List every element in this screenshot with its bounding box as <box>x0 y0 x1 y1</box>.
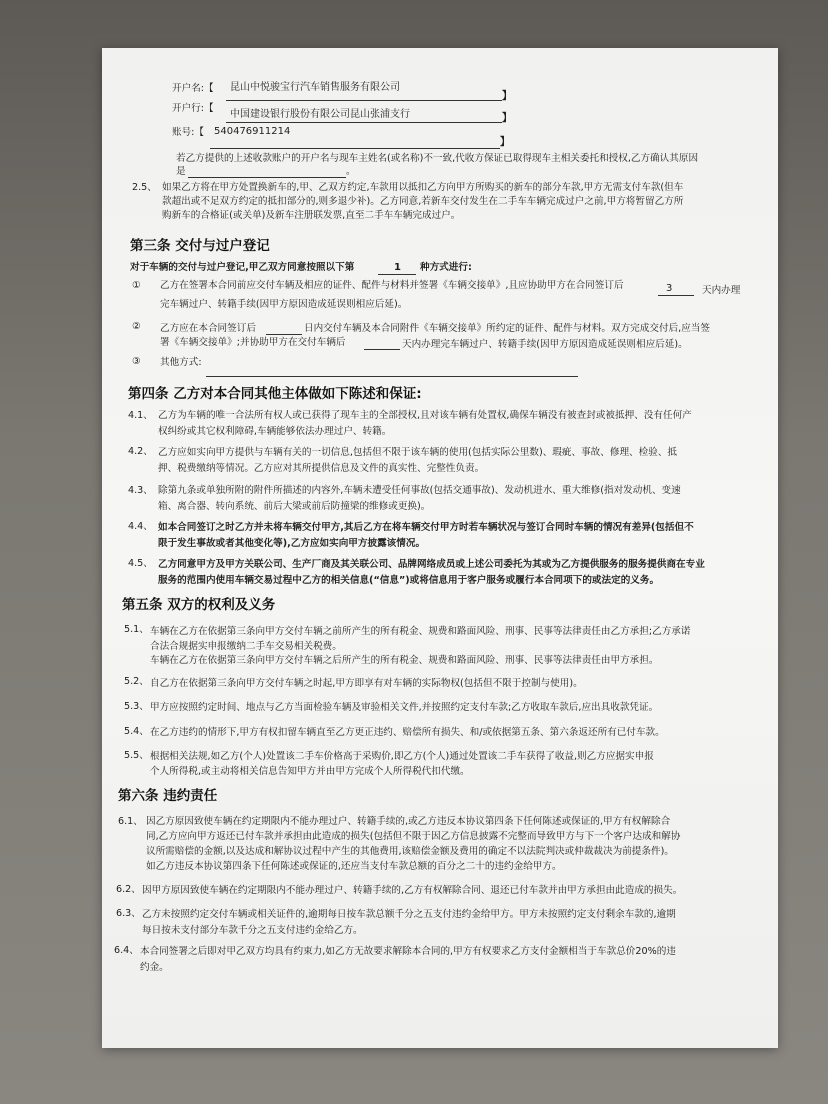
clause-5-3-number: 5.3、 <box>124 701 149 712</box>
clause-2-5-line: 购新车的合格证(或关单)及新车注册联发票,直至二手车车辆完成过户。 <box>162 210 461 221</box>
article-3-heading: 第三条 交付与过户登记 <box>130 238 270 254</box>
clause-6-1-line: 议所需赔偿的金额,以及达成和解协议过程中产生的其他费用,该赔偿金额及费用的确定不以法院判决或仲裁裁决为前提条件)。 <box>146 846 674 857</box>
option-2-line2-prefix: 署《车辆交接单》;并协助甲方在交付车辆后 <box>160 337 346 348</box>
account-bank-value: 中国建设银行股份有限公司昆山张浦支行 <box>230 109 410 120</box>
clause-6-3-number: 6.3、 <box>116 908 141 919</box>
clause-4-5-line: 乙方同意甲方及甲方关联公司、生产厂商及其关联公司、品牌网络成员或上述公司委托为其或为乙方提供服务的服务提供商在专业 <box>158 559 705 570</box>
clause-5-2-number: 5.2、 <box>124 676 149 687</box>
clause-6-4-number: 6.4、 <box>114 945 139 956</box>
clause-4-4-line: 如本合同签订之时乙方并未将车辆交付甲方,其后乙方在将车辆交付甲方时若车辆状况与签订合同时车辆的情况有差异(包括但不 <box>158 522 694 533</box>
clause-5-4-number: 5.4、 <box>124 726 149 737</box>
clause-4-5-line: 服务的范围内使用车辆交易过程中乙方的相关信息(“信息”)或将信息用于客户服务或履行本合同项下的或法定的义务。 <box>158 575 660 586</box>
account-note-line2-suffix: 。 <box>346 166 356 177</box>
account-note-underline <box>188 177 346 178</box>
clause-6-1-line: 如乙方违反本协议第四条下任何陈述或保证的,还应当支付车款总额的百分之二十的违约金给甲方。 <box>146 861 562 872</box>
option-1-line2: 完车辆过户、转籍手续(因甲方原因造成延误则相应后延)。 <box>160 299 408 310</box>
account-bank-close: 】 <box>502 113 512 124</box>
clause-4-2-line: 押、税费缴纳等情况。乙方应对其所提供信息及文件的真实性、完整性负责。 <box>158 463 485 474</box>
clause-4-2-number: 4.2、 <box>128 446 153 457</box>
account-note-line1: 若乙方提供的上述收款账户的开户名与现车主姓名(或名称)不一致,代收方保证已取得现车主相关委托和授权,乙方确认其原因 <box>176 153 699 164</box>
clause-5-5-line: 个人所得税,或主动将相关信息告知甲方并由甲方完成个人所得税代扣代缴。 <box>150 766 470 777</box>
clause-2-5-line: 款超出或不足双方约定的抵扣部分的,则多退少补)。乙方同意,若新车交付发生在二手车车辆完成过户之前,甲方将暂留乙方所 <box>162 196 684 207</box>
clause-5-5-line: 根据相关法规,如乙方(个人)处置该二手车价格高于采购价,即乙方(个人)通过处置该二手车获得了收益,则乙方应据实申报 <box>150 751 654 762</box>
option-2-line2-suffix: 天内办理完车辆过户、转籍手续(因甲方原因造成延误则相应后延)。 <box>402 339 688 350</box>
article-3-intro-prefix: 对于车辆的交付与过户登记,甲乙双方同意按照以下第 <box>130 262 355 273</box>
account-number-underline <box>210 148 500 149</box>
option-1-line1: 乙方在签署本合同前应交付车辆及相应的证件、配件与材料并签署《车辆交接单》,且应协助甲方在合同签订后 <box>160 280 624 291</box>
clause-5-5-number: 5.5、 <box>124 750 149 761</box>
option-3-number: ③ <box>132 356 141 367</box>
clause-4-1-line: 乙方为车辆的唯一合法所有权人或已获得了现车主的全部授权,且对该车辆有处置权,确保车辆没有被查封或被抵押、没有任何产 <box>158 410 692 421</box>
article-3-intro-underline <box>378 274 416 275</box>
option-1-days-underline <box>658 295 694 296</box>
account-holder-value: 昆山中悦骏宝行汽车销售服务有限公司 <box>230 82 400 93</box>
clause-6-3-line: 每日按未支付部分车款千分之五支付违约金给乙方。 <box>142 925 363 936</box>
clause-4-3-line: 除第九条或单独所附的附件所描述的内容外,车辆未遭受任何事故(包括交通事故)、发动机进水、重大维修(指对发动机、变速 <box>158 485 681 496</box>
option-2-number: ② <box>132 321 141 332</box>
option-2-days-underline <box>266 334 302 335</box>
clause-4-4-line: 限于发生事故或者其他变化等),乙方应如实向甲方披露该情况。 <box>158 538 426 549</box>
option-2-line1-suffix: 日内交付车辆及本合同附件《车辆交接单》所约定的证件、配件与材料。双方完成交付后,应当签 <box>304 323 710 334</box>
clause-6-2-line: 因甲方原因致使车辆在约定期限内不能办理过户、转籍手续的,乙方有权解除合同、退还已付车款并由甲方承担由此造成的损失。 <box>142 885 683 896</box>
option-1-number: ① <box>132 280 141 291</box>
account-number-value: 540476911214 <box>214 126 291 137</box>
clause-6-4-line: 本合同签署之后即对甲乙双方均具有约束力,如乙方无故要求解除本合同的,甲方有权要求乙方支付金额相当于车款总价20%的违 <box>140 946 676 957</box>
clause-6-1-line: 因乙方原因致使车辆在约定期限内不能办理过户、转籍手续的,或乙方违反本协议第四条下任何陈述或保证的,甲方有权解除合 <box>146 816 671 827</box>
account-number-close: 】 <box>500 137 510 148</box>
clause-6-2-number: 6.2、 <box>116 884 141 895</box>
article-3-intro-suffix: 种方式进行: <box>420 262 472 273</box>
article-5-heading: 第五条 双方的权利及义务 <box>122 597 276 613</box>
option-1-line1-suffix: 天内办理 <box>702 285 741 296</box>
clause-5-3-line: 甲方应按照约定时间、地点与乙方当面检验车辆及审验相关文件,并按照约定支付车款;乙方收取车款后,应出具收款凭证。 <box>150 702 659 713</box>
option-2-line1-prefix: 乙方应在本合同签订后 <box>160 323 256 334</box>
clause-6-1-number: 6.1、 <box>118 816 143 827</box>
clause-4-1-line: 权纠纷或其它权利障碍,车辆能够依法办理过户、转籍。 <box>158 426 392 437</box>
clause-5-2-line: 自乙方在依据第三条向甲方交付车辆之时起,甲方即享有对车辆的实际物权(包括但不限于控制与使用)。 <box>150 678 583 689</box>
clause-4-4-number: 4.4、 <box>128 521 153 532</box>
clause-6-1-line: 同,乙方应向甲方返还已付车款并承担由此造成的损失(包括但不限于因乙方信息披露不完整而导致甲方与下一个客户达成和解协 <box>146 831 681 842</box>
contract-page <box>102 48 778 1048</box>
option-3-label: 其他方式: <box>160 357 202 368</box>
clause-4-2-line: 乙方应如实向甲方提供与车辆有关的一切信息,包括但不限于该车辆的使用(包括实际公里数)、瑕疵、事故、修理、检验、抵 <box>158 447 678 458</box>
clause-2-5-number: 2.5、 <box>132 182 157 193</box>
account-note-line2-prefix: 是 <box>176 166 186 177</box>
account-holder-close: 】 <box>502 91 512 102</box>
account-holder-underline <box>226 100 502 101</box>
article-6-heading: 第六条 违约责任 <box>118 788 218 804</box>
account-number-label: 账号:【 <box>172 127 205 138</box>
clause-5-1-line: 车辆在乙方在依据第三条向甲方交付车辆之后所产生的所有税金、规费和路面风险、刑事、民事等法律责任由甲方承担。 <box>150 655 659 666</box>
article-4-heading: 第四条 乙方对本合同其他主体做如下陈述和保证: <box>128 386 422 402</box>
clause-5-4-line: 在乙方违约的情形下,甲方有权扣留车辆直至乙方更正违约、赔偿所有损失、和/或依据第五条、第六条返还所有已付车款。 <box>150 727 665 738</box>
clause-6-3-line: 乙方未按照约定交付车辆或相关证件的,逾期每日按车款总额千分之五支付违约金给甲方。甲方未按照约定支付剩余车款的,逾期 <box>142 909 676 920</box>
article-3-intro-value: 1 <box>394 262 401 273</box>
account-bank-label: 开户行:【 <box>172 103 214 114</box>
option-2-days2-underline <box>364 349 400 350</box>
account-holder-label: 开户名:【 <box>172 83 214 94</box>
clause-6-4-line: 约金。 <box>140 962 169 973</box>
clause-4-3-line: 箱、离合器、转向系统、前后大梁或前后防撞梁的维修或更换)。 <box>158 501 431 512</box>
clause-4-5-number: 4.5、 <box>128 558 153 569</box>
clause-4-1-number: 4.1、 <box>128 410 153 421</box>
clause-4-3-number: 4.3、 <box>128 485 153 496</box>
option-1-days: 3 <box>666 283 673 294</box>
clause-2-5-line: 如果乙方将在甲方处置换新车的,甲、乙双方约定,车款用以抵扣乙方向甲方所购买的新车的部分车款,甲方无需支付车款(但车 <box>162 182 684 193</box>
clause-5-1-number: 5.1、 <box>124 624 149 635</box>
account-bank-underline <box>226 122 502 123</box>
clause-5-1-line: 合法合规据实申报缴纳二手车交易相关税费。 <box>150 641 342 652</box>
option-3-underline <box>206 376 578 377</box>
clause-5-1-line: 车辆在乙方在依据第三条向甲方交付车辆之前所产生的所有税金、规费和路面风险、刑事、民事等法律责任由乙方承担;乙方承诺 <box>150 626 691 637</box>
